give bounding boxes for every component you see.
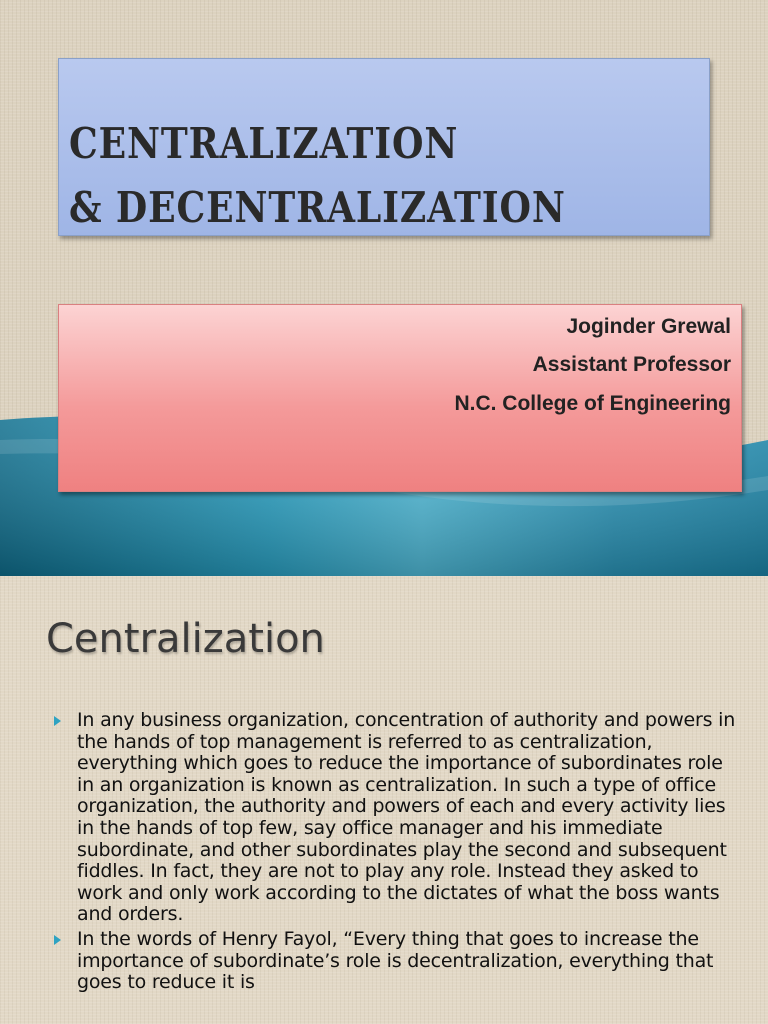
bullet-text: In the words of Henry Fayol, “Every thing that goes to increase the importance of subordinate’s role is decentralization, everything that goes to reduce it is xyxy=(77,927,714,994)
author-institution: N.C. College of Engineering xyxy=(454,392,731,415)
title-box xyxy=(58,58,710,236)
centralization-slide xyxy=(0,576,768,1024)
author-box xyxy=(58,304,742,492)
slide-heading: Centralization xyxy=(46,616,325,662)
author-name: Joginder Grewal xyxy=(566,315,731,338)
author-position: Assistant Professor xyxy=(532,353,731,376)
title-line-2: & DECENTRALIZATION xyxy=(69,183,566,232)
title-line-1: CENTRALIZATION xyxy=(69,119,459,168)
bullet-item xyxy=(48,710,738,926)
bullet-arrow-icon xyxy=(54,716,61,726)
bullet-item xyxy=(48,929,738,994)
bullet-arrow-icon xyxy=(54,935,61,945)
bullet-list xyxy=(48,710,738,997)
bullet-text: In any business organization, concentration of authority and powers in the hands of top management is referred to as centralization, everything which goes to reduce the importance of subordinates role in an organization is known as centralization. In such a type of office organization, the authority and powers of each and every activity lies in the hands of top few, say office manager and his immediate subordinate, and other subordinates play the second and subsequent fiddles. In fact, they are not to play any role. Instead they asked to work and only work according to the dictates of what the boss wants and orders. xyxy=(77,709,736,926)
